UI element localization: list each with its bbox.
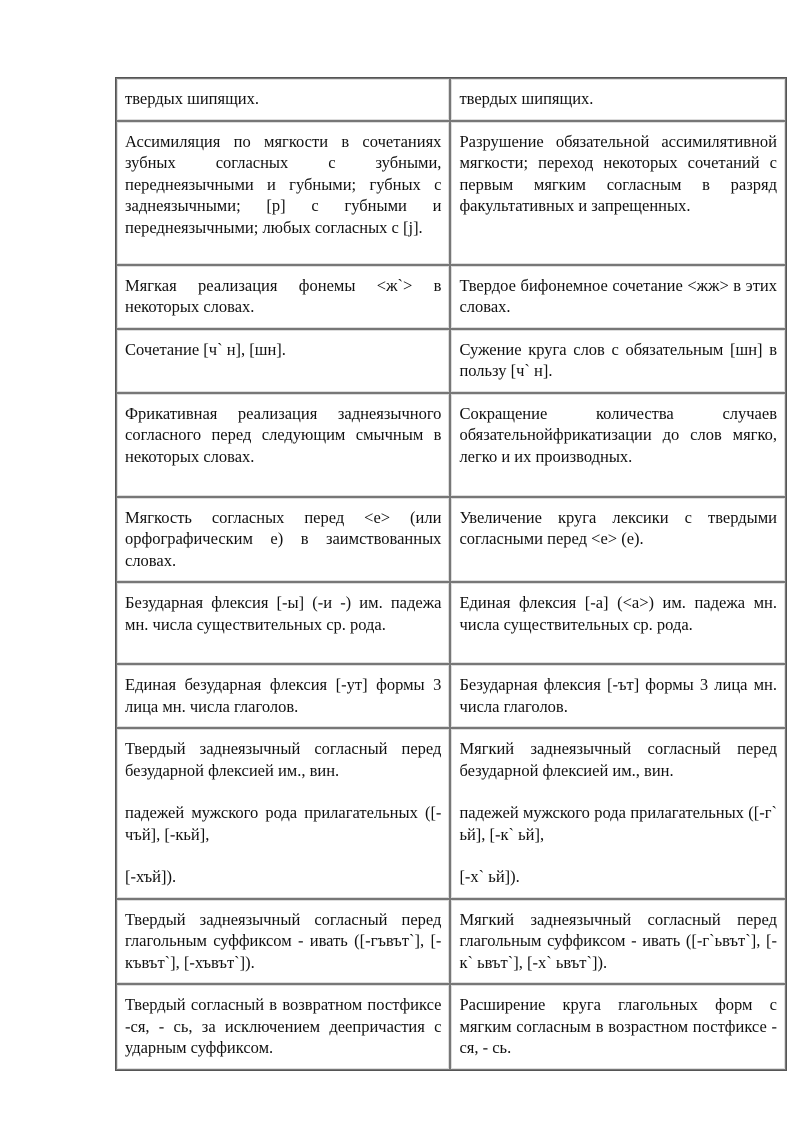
table-row	[116, 329, 786, 393]
table-cell-left	[116, 728, 450, 899]
table-cell-right: Твердое бифонемное сочетание <жж> в этих словах.	[450, 265, 786, 329]
table-cell-left: Мягкая реализация фонемы <ж`> в некоторых словах.	[116, 265, 450, 329]
table-cell-right: Сужение круга слов с обязательным [шн] в пользу [ч` н].	[450, 329, 786, 393]
table-row	[116, 393, 786, 497]
cell-paragraph: Мягкий заднеязычный согласный перед безударной флексией им., вин.	[459, 739, 777, 780]
table-cell-right: Разрушение обязательной ассимилятивной мягкости; переход некоторых сочетаний с первым мягким согласным в разряд факультативных и запрещенных.	[450, 121, 786, 265]
table-cell-right: Единая флексия [-а] (<а>) им. падежа мн. числа существительных ср. рода.	[450, 582, 786, 664]
table-cell-right: Расширение круга глагольных форм с мягким согласным в возрастном постфиксе - ся, - сь.	[450, 984, 786, 1070]
table-cell-left: Безударная флексия [-ы] (-и -) им. падежа мн. числа существительных ср. рода.	[116, 582, 450, 664]
table-row	[116, 899, 786, 985]
cell-paragraph: Твердый заднеязычный согласный перед безударной флексией им., вин.	[125, 739, 442, 780]
cell-paragraph: [-х` ьй]).	[459, 867, 520, 886]
table-row	[116, 582, 786, 664]
table-row	[116, 984, 786, 1070]
table-cell-right: Увеличение круга лексики с твердыми согласными перед <е> (е).	[450, 497, 786, 583]
table-cell-left: Твердый заднеязычный согласный перед глагольным суффиксом - ивать ([-гъвът`], [-къвът`], [-хъвът`]).	[116, 899, 450, 985]
table-cell-left: Ассимиляция по мягкости в сочетаниях зубных согласных с зубными, переднеязычными и губными; губных с заднеязычными; [р] с губными и переднеязычными; любых согласных с [j].	[116, 121, 450, 265]
table-row	[116, 121, 786, 265]
comparison-table	[115, 77, 787, 1071]
table-cell-left: твердых шипящих.	[116, 78, 450, 121]
table-cell-left: Мягкость согласных перед <е> (или орфографическим е) в заимствованных словах.	[116, 497, 450, 583]
table-cell-left: Сочетание [ч` н], [шн].	[116, 329, 450, 393]
table-cell-right: Сокращение количества случаев обязательнойфрикатизации до слов мягко, легко и их производных.	[450, 393, 786, 497]
cell-paragraph: падежей мужского рода прилагательных ([-чъй], [-кьй],	[125, 803, 442, 844]
cell-paragraph: падежей мужского рода прилагательных ([-г` ьй], [-к` ьй],	[459, 803, 777, 844]
table-cell-left: Твердый согласный в возвратном постфиксе -ся, - сь, за исключением деепричастия с ударным суффиксом.	[116, 984, 450, 1070]
table-cell-right: твердых шипящих.	[450, 78, 786, 121]
table-row	[116, 265, 786, 329]
table-cell-left: Фрикативная реализация заднеязычного согласного перед следующим смычным в некоторых словах.	[116, 393, 450, 497]
table-cell-right: Безударная флексия [-ът] формы 3 лица мн. числа глаголов.	[450, 664, 786, 728]
table-row	[116, 728, 786, 899]
cell-paragraph: [-хъй]).	[125, 867, 177, 886]
table-row	[116, 497, 786, 583]
table-cell-left: Единая безударная флексия [-ут] формы 3 лица мн. числа глаголов.	[116, 664, 450, 728]
table-row	[116, 78, 786, 121]
table-cell-right: Мягкий заднеязычный согласный перед глагольным суффиксом - ивать ([-г`ьвът`], [-к` ьвът`], [-х` ьвът`]).	[450, 899, 786, 985]
table-cell-right	[450, 728, 786, 899]
table-row	[116, 664, 786, 728]
